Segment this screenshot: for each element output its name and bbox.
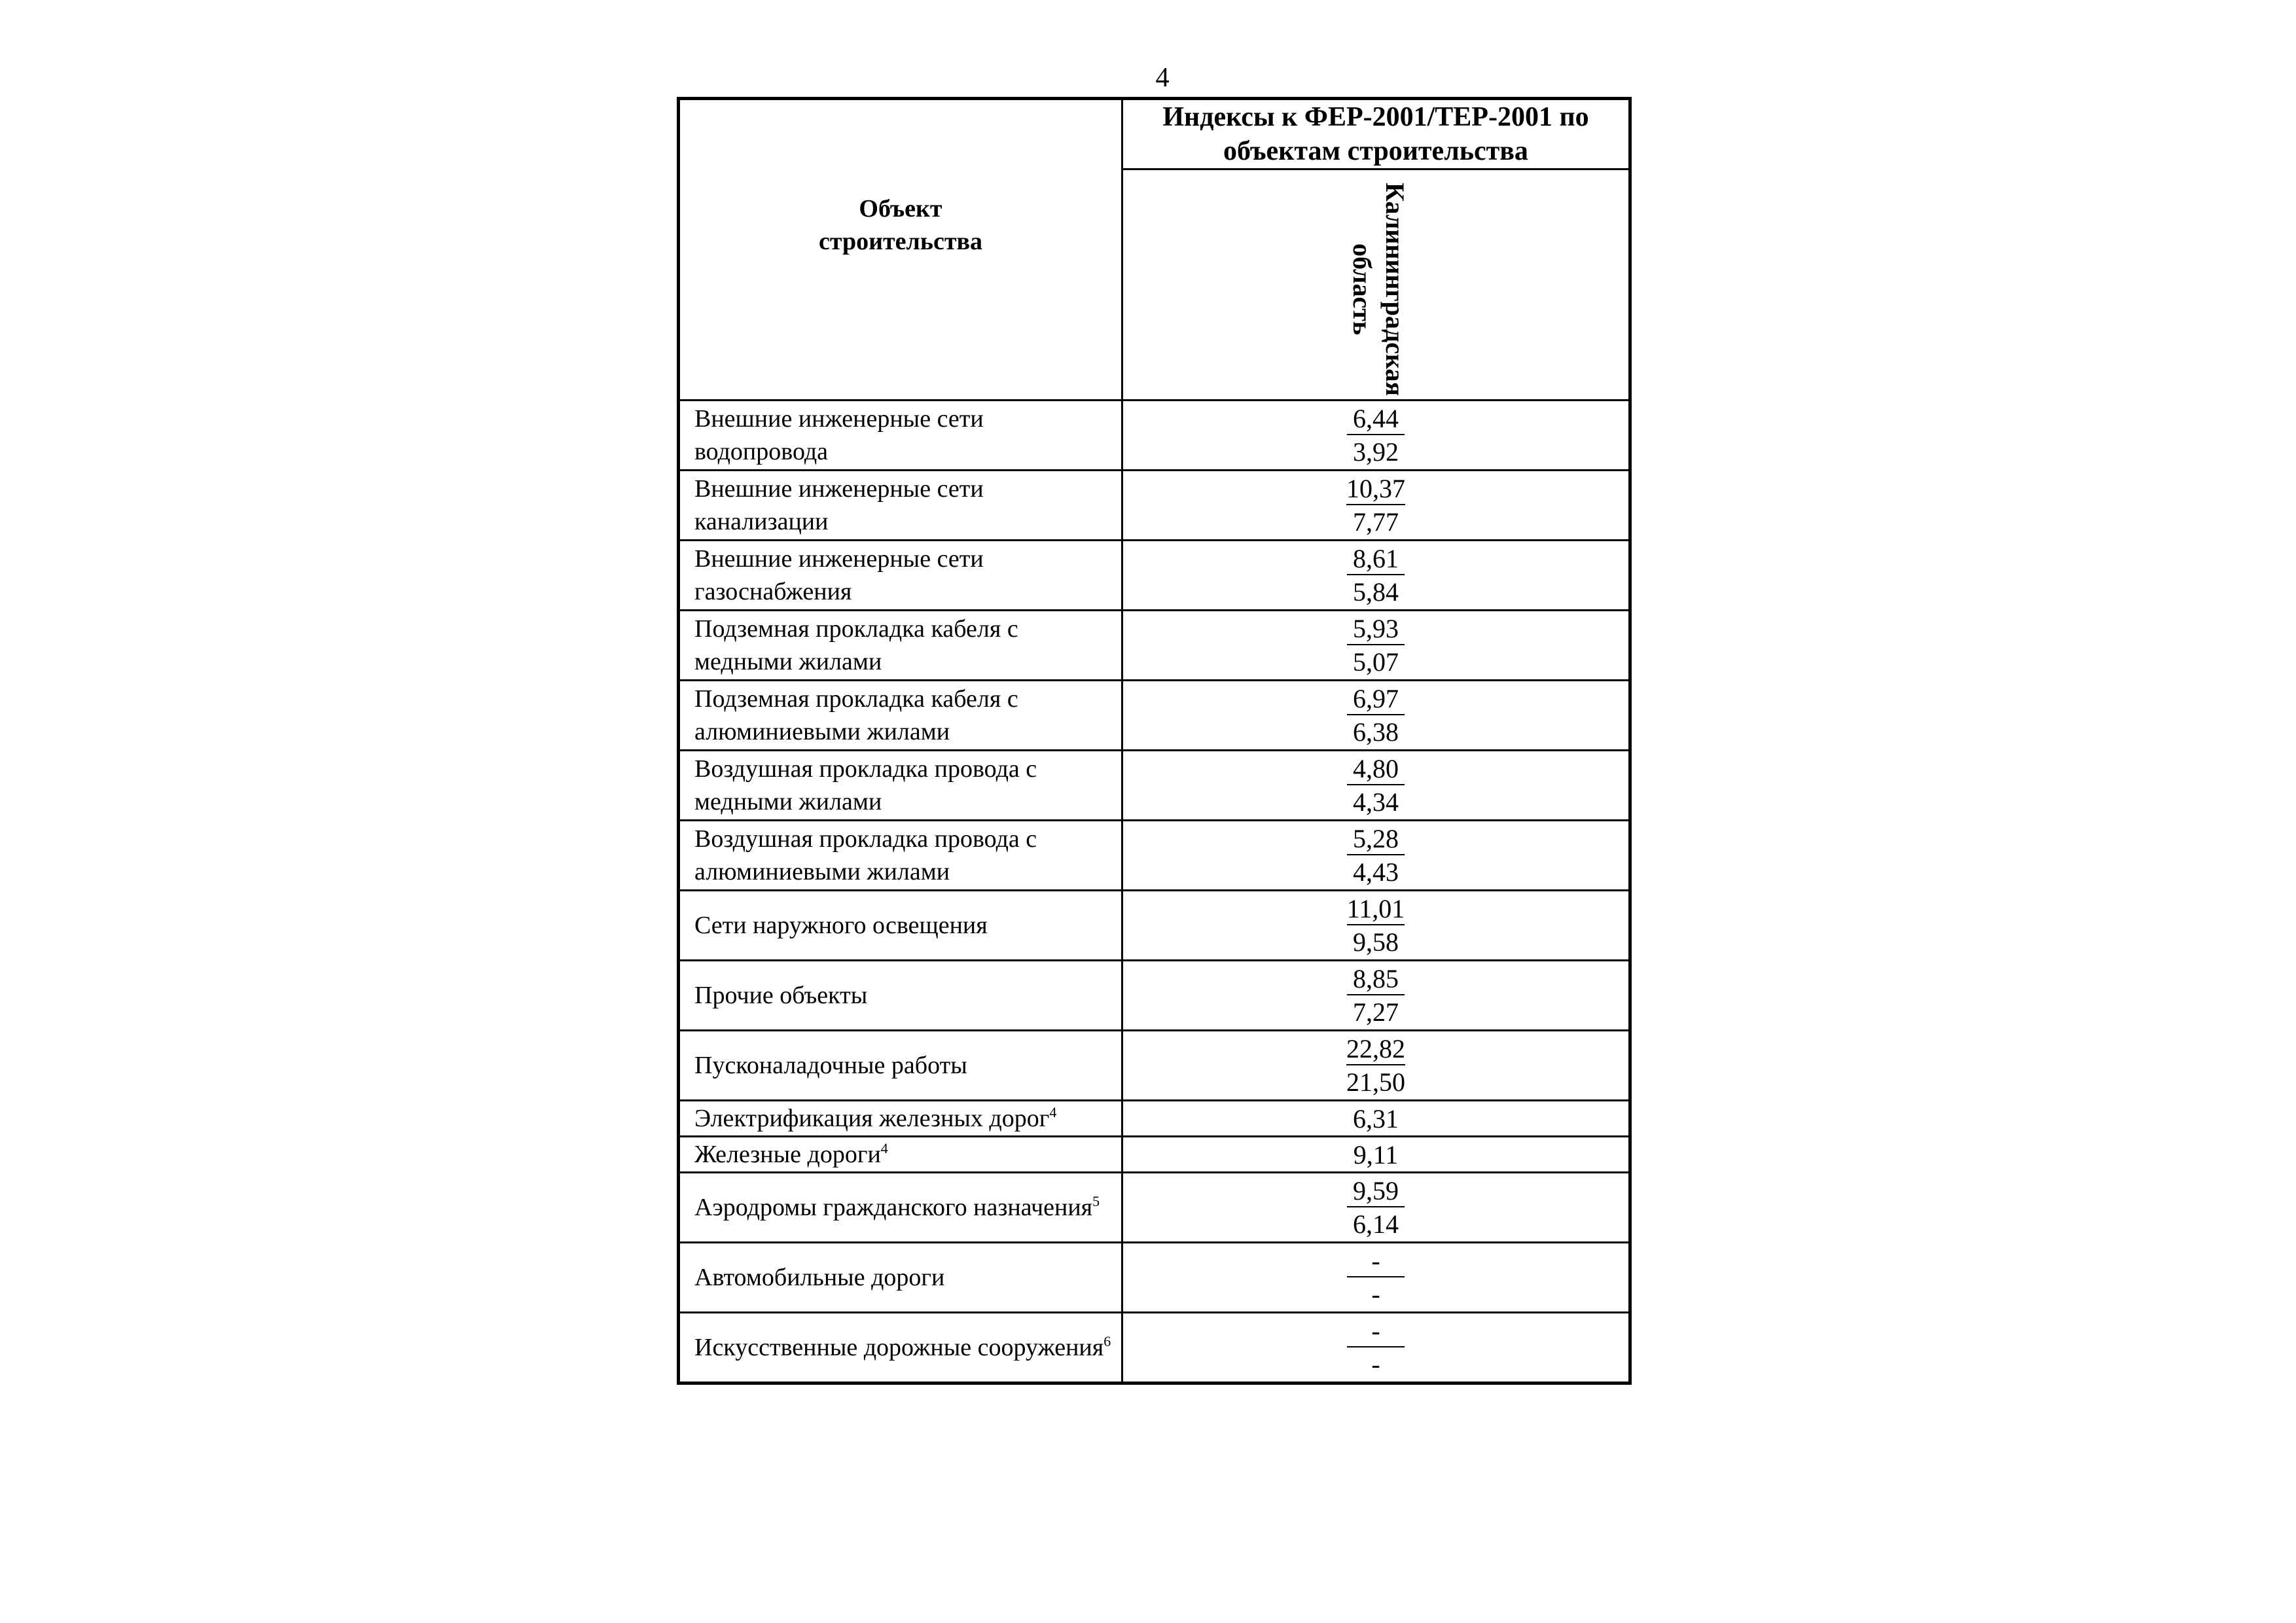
header-object-cell [679,99,1122,401]
row-value-cell [1122,611,1630,681]
value-single: 6,31 [1353,1103,1399,1133]
page-number: 4 [1155,63,1170,93]
row-name: Аэродромы гражданского назначения [694,1194,1093,1221]
header-region: Калининградская область [1348,183,1410,396]
row-value-cell [1122,1313,1630,1383]
row-value-cell [1122,751,1630,821]
table-row [679,1313,1630,1383]
value-numerator: 6,44 [1347,404,1405,435]
row-name-cell [679,1173,1122,1243]
row-name-cell [679,471,1122,541]
row-value-cell [1122,961,1630,1031]
row-value-cell [1122,541,1630,611]
value-denominator: 21,50 [1346,1067,1405,1097]
row-value-cell [1122,891,1630,961]
value-numerator: 8,61 [1347,544,1405,575]
row-name: Внешние инженерные сети водопровода [694,405,984,465]
table-row [679,751,1630,821]
header-region-wrap [1319,178,1437,401]
value-denominator: 9,58 [1353,927,1399,957]
row-value-cell [1122,1173,1630,1243]
row-name-cell [679,1137,1122,1173]
row-name: Автомобильные дороги [694,1264,945,1291]
value-numerator: 5,28 [1347,824,1405,855]
row-name-cell [679,681,1122,751]
row-name-cell [679,401,1122,471]
header-indices: Индексы к ФЕР-2001/ТЕР-2001 по объектам строительства [1122,99,1630,169]
row-name: Сети наружного освещения [694,912,988,939]
table-row [679,1031,1630,1101]
row-name: Пусконаладочные работы [694,1052,967,1079]
table-header-row [679,99,1630,169]
value-numerator: 4,80 [1347,754,1405,785]
table-row [679,401,1630,471]
value-denominator: 5,84 [1353,577,1399,607]
row-name-cell [679,611,1122,681]
table-row [679,611,1630,681]
row-name: Подземная прокладка кабеля с алюминиевыми жилами [694,685,1018,745]
value-numerator: 9,59 [1347,1176,1405,1207]
row-name-cell [679,541,1122,611]
table-row [679,1137,1630,1173]
value-numerator: 5,93 [1347,614,1405,645]
table-row [679,1243,1630,1313]
row-name-cell [679,821,1122,891]
table-row [679,891,1630,961]
row-name: Внешние инженерные сети канализации [694,475,984,535]
table-row [679,1173,1630,1243]
row-name: Электрификация железных дорог [694,1105,1050,1132]
row-name: Искусственные дорожные сооружения [694,1334,1104,1361]
value-numerator: - [1347,1316,1405,1347]
header-region-cell [1122,169,1630,401]
value-denominator: - [1371,1349,1380,1379]
row-name-cell [679,891,1122,961]
row-name: Воздушная прокладка провода с медными жилами [694,755,1037,815]
table-row [679,471,1630,541]
row-value-cell [1122,471,1630,541]
value-numerator: 10,37 [1346,474,1405,505]
footnote-mark: 5 [1092,1193,1100,1209]
row-value-cell [1122,821,1630,891]
row-name: Внешние инженерные сети газоснабжения [694,545,984,605]
row-name: Подземная прокладка кабеля с медными жилами [694,615,1018,675]
row-name: Воздушная прокладка провода с алюминиевыми жилами [694,825,1037,885]
value-denominator: 3,92 [1353,437,1399,467]
footnote-mark: 4 [880,1140,888,1156]
table-row [679,821,1630,891]
header-object: Объект строительства [818,194,983,255]
value-denominator: 5,07 [1353,647,1399,677]
row-name-cell [679,1031,1122,1101]
row-name-cell [679,751,1122,821]
value-numerator: 11,01 [1347,894,1405,925]
value-denominator: 6,38 [1353,717,1399,747]
table-row [679,961,1630,1031]
value-denominator: - [1371,1279,1380,1309]
row-value-cell [1122,1031,1630,1101]
value-numerator: 8,85 [1347,964,1405,995]
row-value-cell [1122,401,1630,471]
indices-table [677,97,1632,1385]
row-value-cell [1122,1243,1630,1313]
value-numerator: 22,82 [1346,1034,1405,1065]
value-numerator: 6,97 [1347,684,1405,715]
row-value-cell [1122,1101,1630,1137]
value-denominator: 4,43 [1353,857,1399,887]
table-row [679,541,1630,611]
row-name-cell [679,1313,1122,1383]
row-value-cell [1122,1137,1630,1173]
table-row [679,1101,1630,1137]
footnote-mark: 6 [1103,1333,1111,1349]
row-value-cell [1122,681,1630,751]
row-name-cell [679,1243,1122,1313]
value-numerator: - [1347,1246,1405,1277]
row-name-cell [679,961,1122,1031]
row-name: Железные дороги [694,1141,881,1168]
value-denominator: 7,27 [1353,997,1399,1027]
footnote-mark: 4 [1049,1104,1057,1120]
table-row [679,681,1630,751]
value-single: 9,11 [1353,1139,1399,1169]
value-denominator: 6,14 [1353,1209,1399,1239]
row-name-cell [679,1101,1122,1137]
value-denominator: 7,77 [1353,507,1399,537]
row-name: Прочие объекты [694,982,868,1009]
value-denominator: 4,34 [1353,787,1399,817]
